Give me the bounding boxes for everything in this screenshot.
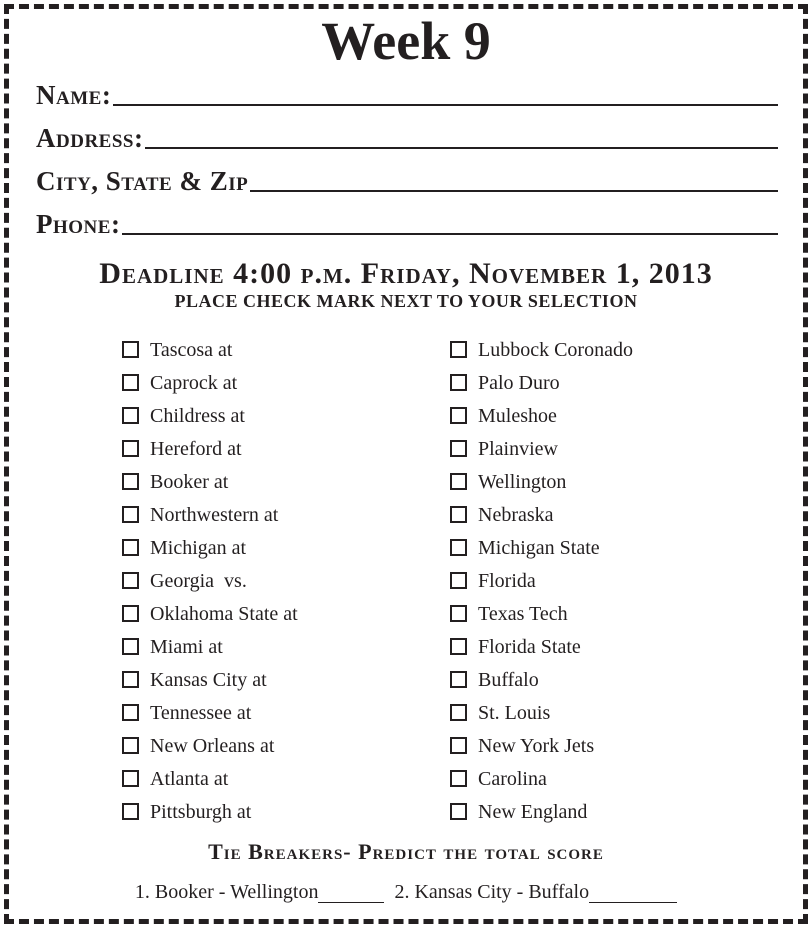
checkbox[interactable] bbox=[122, 506, 139, 523]
checkbox[interactable] bbox=[122, 671, 139, 688]
name-label: Name: bbox=[36, 80, 112, 110]
phone-label: Phone: bbox=[36, 209, 121, 239]
city-state-zip-field bbox=[36, 164, 778, 196]
checkbox[interactable] bbox=[450, 440, 467, 457]
checkbox[interactable] bbox=[122, 374, 139, 391]
away-team-option[interactable] bbox=[122, 597, 298, 630]
home-team-option[interactable] bbox=[450, 399, 633, 432]
phone-input-line[interactable] bbox=[122, 233, 778, 235]
away-team-label: Pittsburgh at bbox=[150, 800, 252, 823]
tie-breaker-1-label: 1. Booker - Wellington bbox=[134, 881, 319, 903]
checkbox[interactable] bbox=[450, 572, 467, 589]
home-team-label: Wellington bbox=[478, 470, 567, 493]
away-team-option[interactable] bbox=[122, 630, 298, 663]
checkbox[interactable] bbox=[122, 638, 139, 655]
home-team-option[interactable] bbox=[450, 630, 633, 663]
checkbox[interactable] bbox=[450, 671, 467, 688]
home-team-option[interactable] bbox=[450, 762, 633, 795]
checkbox[interactable] bbox=[122, 770, 139, 787]
home-team-label: Plainview bbox=[478, 437, 558, 460]
away-team-label: Northwestern at bbox=[150, 503, 279, 526]
away-team-column bbox=[122, 333, 298, 828]
address-label: Address: bbox=[36, 123, 144, 153]
home-team-label: Buffalo bbox=[478, 668, 539, 691]
checkbox[interactable] bbox=[450, 374, 467, 391]
home-team-option[interactable] bbox=[450, 564, 633, 597]
checkbox[interactable] bbox=[122, 803, 139, 820]
away-team-label: Kansas City at bbox=[150, 668, 267, 691]
home-team-option[interactable] bbox=[450, 333, 633, 366]
away-team-label: New Orleans at bbox=[150, 734, 275, 757]
city-state-zip-label: City, State & Zip bbox=[36, 166, 249, 196]
home-team-label: Muleshoe bbox=[478, 404, 557, 427]
away-team-option[interactable] bbox=[122, 399, 298, 432]
name-input-line[interactable] bbox=[113, 104, 778, 106]
home-team-option[interactable] bbox=[450, 597, 633, 630]
phone-field bbox=[36, 207, 778, 239]
home-team-label: Florida bbox=[478, 569, 536, 592]
away-team-label: Childress at bbox=[150, 404, 245, 427]
city-state-zip-input-line[interactable] bbox=[250, 190, 778, 192]
home-team-label: Florida State bbox=[478, 635, 581, 658]
tie-breaker-2 bbox=[394, 878, 677, 906]
checkbox[interactable] bbox=[122, 407, 139, 424]
tie-breaker-1-blank[interactable] bbox=[318, 882, 384, 903]
checkbox[interactable] bbox=[122, 473, 139, 490]
home-team-label: New England bbox=[478, 800, 588, 823]
tie-breakers-row bbox=[0, 878, 812, 906]
checkbox[interactable] bbox=[450, 605, 467, 622]
away-team-label: Booker at bbox=[150, 470, 229, 493]
away-team-option[interactable] bbox=[122, 663, 298, 696]
home-team-option[interactable] bbox=[450, 696, 633, 729]
home-team-label: Texas Tech bbox=[478, 602, 568, 625]
home-team-option[interactable] bbox=[450, 531, 633, 564]
checkbox[interactable] bbox=[122, 704, 139, 721]
away-team-option[interactable] bbox=[122, 729, 298, 762]
home-team-label: Carolina bbox=[478, 767, 547, 790]
home-team-option[interactable] bbox=[450, 366, 633, 399]
home-team-option[interactable] bbox=[450, 795, 633, 828]
away-team-option[interactable] bbox=[122, 564, 298, 597]
tie-breaker-2-label: 2. Kansas City - Buffalo bbox=[394, 881, 590, 903]
away-team-label: Caprock at bbox=[150, 371, 238, 394]
checkbox[interactable] bbox=[450, 704, 467, 721]
checkbox[interactable] bbox=[122, 572, 139, 589]
away-team-option[interactable] bbox=[122, 795, 298, 828]
away-team-option[interactable] bbox=[122, 498, 298, 531]
home-team-option[interactable] bbox=[450, 432, 633, 465]
checkbox[interactable] bbox=[122, 605, 139, 622]
away-team-option[interactable] bbox=[122, 366, 298, 399]
checkbox[interactable] bbox=[450, 473, 467, 490]
checkbox[interactable] bbox=[450, 770, 467, 787]
away-team-label: Miami at bbox=[150, 635, 223, 658]
away-team-label: Oklahoma State at bbox=[150, 602, 298, 625]
checkbox[interactable] bbox=[450, 638, 467, 655]
tie-breaker-2-blank[interactable] bbox=[589, 882, 677, 903]
checkbox[interactable] bbox=[122, 440, 139, 457]
away-team-label: Atlanta at bbox=[150, 767, 229, 790]
home-team-label: Nebraska bbox=[478, 503, 554, 526]
away-team-option[interactable] bbox=[122, 333, 298, 366]
address-field bbox=[36, 121, 778, 153]
away-team-label: Georgia vs. bbox=[150, 569, 247, 592]
checkbox[interactable] bbox=[122, 341, 139, 358]
checkbox[interactable] bbox=[122, 737, 139, 754]
checkbox[interactable] bbox=[450, 407, 467, 424]
home-team-option[interactable] bbox=[450, 498, 633, 531]
home-team-option[interactable] bbox=[450, 729, 633, 762]
away-team-option[interactable] bbox=[122, 696, 298, 729]
checkbox[interactable] bbox=[450, 539, 467, 556]
away-team-label: Tascosa at bbox=[150, 338, 233, 361]
away-team-label: Michigan at bbox=[150, 536, 247, 559]
checkbox[interactable] bbox=[450, 506, 467, 523]
page-title: Week 9 bbox=[321, 11, 491, 71]
instruction-text: PLACE CHECK MARK NEXT TO YOUR SELECTION bbox=[174, 291, 638, 311]
away-team-option[interactable] bbox=[122, 762, 298, 795]
home-team-column bbox=[450, 333, 633, 828]
away-team-option[interactable] bbox=[122, 531, 298, 564]
home-team-option[interactable] bbox=[450, 663, 633, 696]
home-team-label: Palo Duro bbox=[478, 371, 560, 394]
name-field bbox=[36, 78, 778, 110]
away-team-option[interactable] bbox=[122, 432, 298, 465]
home-team-label: New York Jets bbox=[478, 734, 595, 757]
away-team-label: Tennessee at bbox=[150, 701, 252, 724]
checkbox[interactable] bbox=[122, 539, 139, 556]
away-team-option[interactable] bbox=[122, 465, 298, 498]
home-team-label: St. Louis bbox=[478, 701, 551, 724]
checkbox[interactable] bbox=[450, 803, 467, 820]
away-team-label: Hereford at bbox=[150, 437, 242, 460]
tie-breaker-1 bbox=[135, 878, 395, 906]
checkbox[interactable] bbox=[450, 737, 467, 754]
address-input-line[interactable] bbox=[145, 147, 778, 149]
tie-breakers-heading: Tie Breakers- Predict the total score bbox=[208, 839, 604, 864]
deadline-heading: Deadline 4:00 p.m. Friday, November 1, 2013 bbox=[99, 257, 713, 290]
home-team-label: Lubbock Coronado bbox=[478, 338, 633, 361]
home-team-option[interactable] bbox=[450, 465, 633, 498]
home-team-label: Michigan State bbox=[478, 536, 600, 559]
checkbox[interactable] bbox=[450, 341, 467, 358]
